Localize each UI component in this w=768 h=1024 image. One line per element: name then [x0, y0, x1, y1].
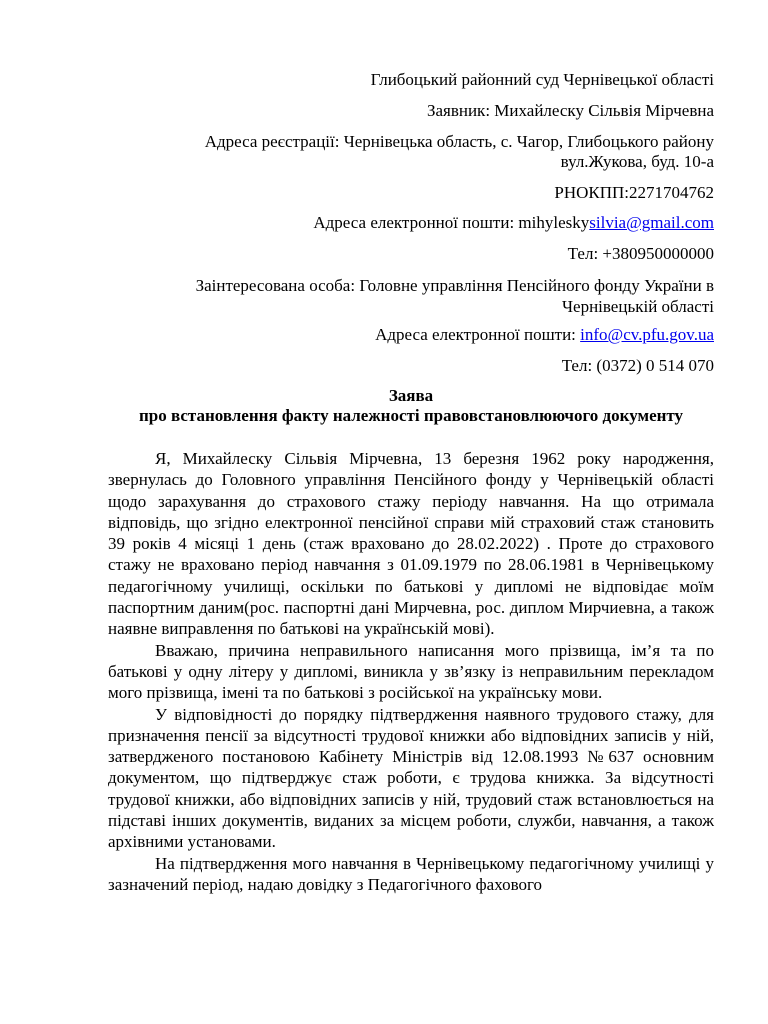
registration-address-line2: вул.Жукова, буд. 10-а — [560, 152, 714, 171]
title-line2: про встановлення факту належності правовстановлюючого документу — [138, 406, 684, 425]
applicant-email-label: Адреса електронної пошти: mihylesky — [313, 213, 590, 232]
document-title — [108, 386, 714, 426]
party-email-label: Адреса електронної пошти: — [375, 325, 581, 344]
rnokpp: РНОКПП:2271704762 — [554, 183, 714, 202]
applicant-phone: Тел: +380950000000 — [567, 244, 714, 263]
title-line1: Заява — [388, 386, 434, 405]
party-email — [108, 324, 714, 345]
body-text — [108, 448, 714, 895]
document-page — [108, 0, 714, 1024]
interested-party-line2: Чернівецькій області — [561, 297, 714, 316]
applicant-email-link[interactable]: silvia@gmail.com — [589, 213, 714, 232]
party-email-link[interactable]: info@cv.pfu.gov.ua — [580, 325, 714, 344]
applicant-email — [108, 212, 714, 233]
party-phone: Тел: (0372) 0 514 070 — [561, 356, 714, 375]
court-name: Глибоцький районний суд Чернівецької області — [370, 70, 714, 89]
paragraph: У відповідності до порядку підтвердження наявного трудового стажу, для призначення пенсії за відсутності трудової книжки або відповідних записів у ній, затвердженого постановою Кабінету Міністрів від 12.08.1993 №637 основним документом, що підтверджує стаж роботи, є трудова книжка. За відсутності трудової книжки, або відповідних записів у ній, трудовий стаж встановлюється на підставі інших документів, виданих за місцем роботи, служби, навчання, а також архівними установами. — [108, 704, 714, 852]
paragraph: На підтвердження мого навчання в Чернівецькому педагогічному училищі у зазначений період, надаю довідку з Педагогічного фахового — [108, 853, 714, 894]
interested-party-line1: Заінтересована особа: Головне управління Пенсійного фонду України в — [195, 276, 714, 295]
applicant-name: Заявник: Михайлеску Сільвія Мірчевна — [426, 101, 714, 120]
registration-address-line1: Адреса реєстрації: Чернівецька область, с. Чагор, Глибоцького району — [204, 132, 714, 151]
paragraph: Вважаю, причина неправильного написання мого прізвища, ім’я та по батькові у одну літеру у дипломі, виникла у зв’язку із неправильним перекладом мого прізвища, імені та по батькові з російської на українську мови. — [108, 640, 714, 703]
paragraph: Я, Михайлеску Сільвія Мірчевна, 13 березня 1962 року народження, звернулась до Головного управління Пенсійного фонду у Чернівецькій області щодо зарахування до страхового стажу періоду навчання. На що отримала відповідь, що згідно електронної пенсійної справи мій страховий стаж становить 39 років 4 місяці 1 день (стаж враховано до 28.02.2022) . Проте до страхового стажу не враховано період навчання з 01.09.1979 по 28.06.1981 в Чернівецькому педагогічному училищі, оскільки по батькові у дипломі не відповідає моїм паспортним даним(рос. паспортні дані Мирчевна, рос. диплом Мирчиевна, а також наявне виправлення по батькові на українській мові). — [108, 449, 714, 639]
